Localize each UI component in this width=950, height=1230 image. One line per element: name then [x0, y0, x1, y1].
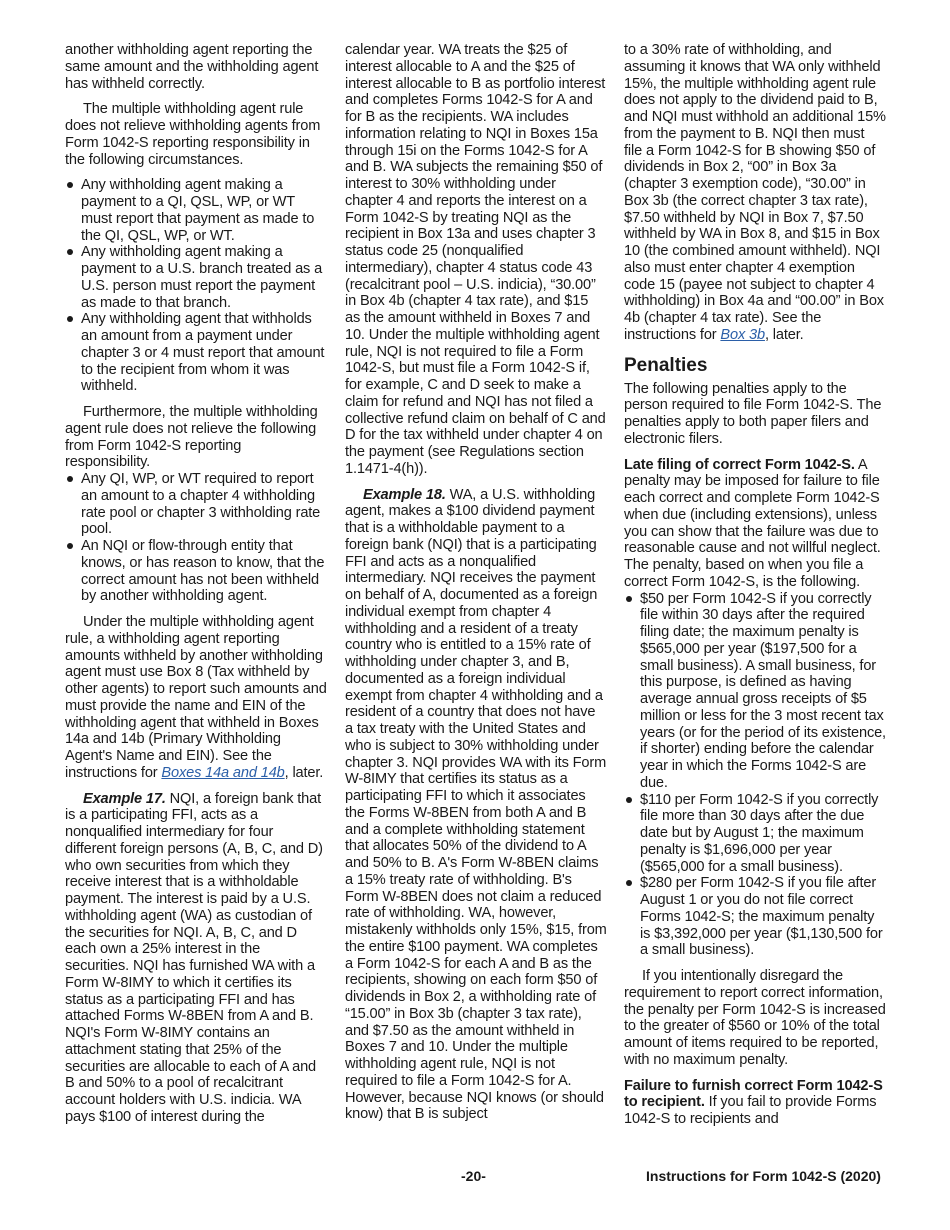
example-17 — [65, 791, 327, 1126]
form-title: Instructions for Form 1042-S (2020) — [646, 1168, 881, 1184]
failure-to-furnish-paragraph — [624, 1078, 886, 1128]
bullet-item: $50 per Form 1042-S if you correctly file within 30 days after the required filing date; the maximum penalty is $565,000 per year ($197,500 for a small business). A small business, for this purpose, is defined as having average annual gross receipts of $5 million or less for the 3 most recent tax years (or for the period of its existence, if shorter) ending before the calendar year in which the Forms 1042-S are due. — [624, 591, 886, 792]
page-number: -20- — [461, 1168, 486, 1184]
section-heading-penalties: Penalties — [624, 354, 708, 376]
bullet-item: Any withholding agent that withholds an amount from a payment under chapter 3 or 4 must report that amount to the recipient from whom it was withheld. — [65, 311, 327, 395]
paragraph-text: to a 30% rate of withholding, and assuming it knows that WA only withheld 15%, the multiple withholding agent rule does not apply to the dividend paid to B, and NQI must withhold an additional 15% from the payment to B. NQI then must file a Form 1042-S for B showing $50 of dividends in Box 2, “00” in Box 3a (chapter 3 exemption code), “30.00” in Box 3b (the correct chapter 3 tax rate), $7.50 withheld by NQI in Box 7, $7.50 withheld by WA in Box 8, and $15 in Box 10 (the combined amount withheld). NQI also must enter chapter 4 exemption code 15 (payee not subject to chapter 4 withholding) in Box 4a and “00.00” in Box 4b (chapter 4 tax rate). See the instructions for — [624, 42, 886, 343]
paragraph: calendar year. WA treats the $25 of interest allocable to A and the $25 of interest allocable to B as portfolio interest and completes Forms 1042-S for A and for B as the recipients. WA includes information relating to NQI in Boxes 15a through 15i on the Forms 1042-S for A and B. WA subjects the remaining $50 of interest to 30% withholding under chapter 4 and reports the interest on a Form 1042-S by treating NQI as the recipient in Box 13a and uses chapter 3 status code 25 (nonqualified intermediary), chapter 4 status code 43 (recalcitrant pool – U.S. indicia), “30.00” in Box 4b (chapter 4 tax rate), and $15 as the amount withheld in Boxes 7 and 10. Under the multiple withholding agent rule, NQI is not required to file a Form 1042-S, but must file a Form 1042-S if, for example, C and D seek to make a claim for refund and NQI has not filed a collective refund claim on behalf of C and D for the tax withheld under chapter 4 on the payment (see Regulations section 1.1471-4(h)). — [345, 42, 606, 477]
bullet-item: Any withholding agent making a payment to a QI, QSL, WP, or WT must report that payment as made to the QI, QSL, WP, or WT. — [65, 177, 327, 244]
late-filing-paragraph — [624, 457, 886, 591]
paragraph: The multiple withholding agent rule does not relieve withholding agents from Form 1042-S reporting responsibility in the following circumstances. — [65, 101, 321, 168]
paragraph — [65, 614, 327, 782]
example-label: Example 17. — [83, 790, 166, 807]
paragraph-text: , later. — [284, 764, 324, 781]
paragraph-text: , later. — [764, 326, 804, 343]
example-text: WA, a U.S. withholding agent, makes a $100 dividend payment that is a withholdable payment to a foreign bank (NQI) that is a participating FFI and acts as a nonqualified intermediary. NQI receives the payment on behalf of A, documented as a foreign individual exempt from chapter 4 withholding and a resident of a treaty country who is entitled to a 15% rate of withholding under chapter 3, and B, documented as a foreign individual exempt from chapter 4 withholding and a resident of a country that does not have a tax treaty with the United States and who is subject to 30% withholding under chapter 3. NQI provides WA with its Form W-8IMY that certifies its status as a participating FFI to which it associates the Forms W-8BEN from both A and B and a complete withholding statement that allocates 50% of the dividend to A and 50% to B. A's Form W-8BEN claims a 15% treaty rate of withholding. B's Form W-8BEN does not claim a reduced rate of withholding. WA, however, mistakenly withholds only 15%, $15, from the entire $100 payment. WA completes a Form 1042-S for each A and B as the recipients, showing on each form $50 of dividends in Box 2, a withholding rate of “15.00” in Box 3b (chapter 3 tax rate), and $7.50 as the amount withheld in Boxes 7 and 10. Under the multiple withholding agent rule, NQI is not required to file a Form 1042-S for A. However, because NQI knows (or should know) that B is subject — [345, 486, 607, 1123]
example-label: Example 18. — [363, 486, 446, 503]
bullet-item: $110 per Form 1042-S if you correctly file more than 30 days after the due date but by August 1; the maximum penalty is $1,696,000 per year ($565,000 for a small business). — [624, 792, 886, 876]
paragraph-text: If you fail to provide Forms 1042-S to recipients and — [624, 1094, 877, 1127]
column-left — [65, 42, 327, 1135]
bullet-item: An NQI or flow-through entity that knows, or has reason to know, that the correct amount has not been withheld by another withholding agent. — [65, 538, 327, 605]
example-18 — [345, 487, 607, 1124]
column-middle — [345, 42, 607, 1132]
bullet-item: Any QI, WP, or WT required to report an amount to a chapter 4 withholding rate pool or chapter 3 withholding rate pool. — [65, 471, 327, 538]
paragraph: If you intentionally disregard the requirement to report correct information, the penalty per Form 1042-S is increased to the greater of $560 or 10% of the total amount of items required to be reported, with no maximum penalty. — [624, 968, 886, 1068]
example-text: NQI, a foreign bank that is a participating FFI, acts as a nonqualified intermediary for four different foreign persons (A, B, C, and D) who own securities from which they receive interest that is a withholdable payment. The interest is paid by a U.S. withholding agent (WA) as custodian of the securities for NQI. A, B, C, and D each own a 25% interest in the securities. NQI has furnished WA with a Form W-8IMY to which it certifies its status as a participating FFI and has attached Forms W-8BEN from A and B. NQI's Form W-8IMY contains an attachment stating that 25% of the securities are allocable to each of A and B and 50% to a pool of recalcitrant account holders with U.S. indicia. WA pays $100 of interest during the — [65, 790, 323, 1125]
bullet-item: $280 per Form 1042-S if you file after August 1 or you do not file correct Forms 1042-S; the maximum penalty is $3,392,000 per year ($1,130,500 for a small business). — [624, 875, 886, 959]
paragraph-text: Under the multiple withholding agent rule, a withholding agent reporting amounts withheld by another withholding agent must use Box 8 (Tax withheld by other agents) to report such amounts and must provide the name and EIN of the withholding agent that withheld in Boxes 14a and 14b (Primary Withholding Agent's Name and EIN). See the instructions for — [65, 614, 327, 781]
paragraph: another withholding agent reporting the same amount and the withholding agent has withheld correctly. — [65, 42, 319, 92]
column-right — [624, 42, 886, 1137]
box-3b-link[interactable]: Box 3b — [720, 326, 765, 343]
run-in-heading: Late filing of correct Form 1042-S. — [624, 456, 855, 473]
bullet-item: Any withholding agent making a payment to a U.S. branch treated as a U.S. person must report the payment as made to that branch. — [65, 244, 327, 311]
run-in-heading: Failure to furnish correct Form 1042-S to recipient. — [624, 1077, 883, 1111]
paragraph-text: A penalty may be imposed for failure to file each correct and complete Form 1042-S when due (including extensions), unless you can show that the failure was due to reasonable cause and not willful neglect. The penalty, based on when you file a correct Form 1042-S, is the following. — [624, 456, 881, 590]
paragraph — [624, 42, 886, 344]
paragraph: Furthermore, the multiple withholding agent rule does not relieve the following from Form 1042-S reporting responsibility. — [65, 404, 318, 471]
paragraph: The following penalties apply to the person required to file Form 1042-S. The penalties apply to both paper filers and electronic filers. — [624, 380, 882, 447]
boxes-14a-14b-link[interactable]: Boxes 14a and 14b — [161, 764, 285, 781]
